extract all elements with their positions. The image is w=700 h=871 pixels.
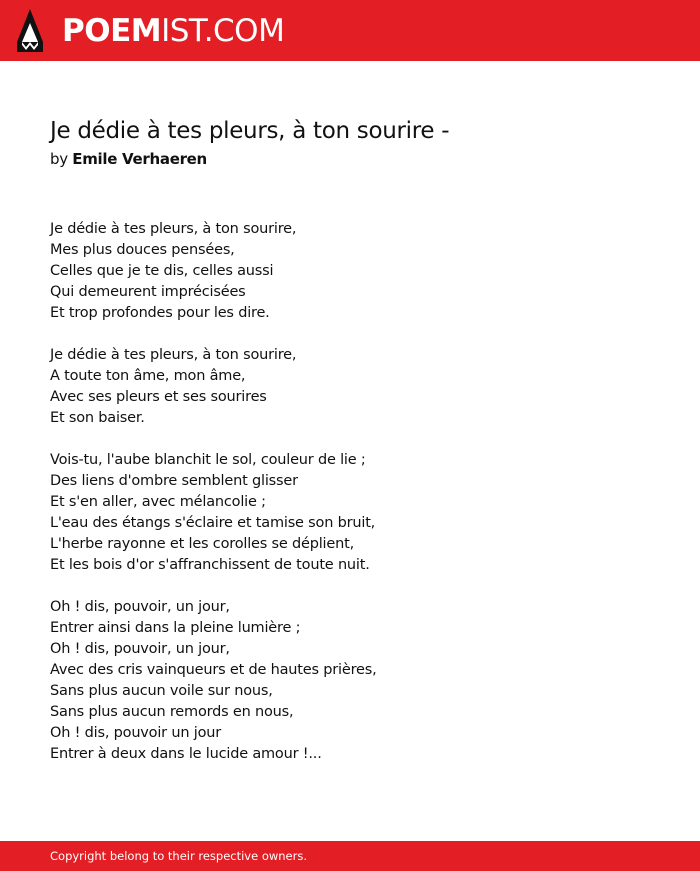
logo-text-bold: POEM bbox=[62, 13, 162, 49]
site-logo[interactable] bbox=[62, 13, 284, 49]
stanza bbox=[50, 219, 670, 324]
logo-text-light: IST.COM bbox=[161, 13, 285, 49]
poem-line: Oh ! dis, pouvoir, un jour, bbox=[50, 599, 230, 615]
poem-line: Et les bois d'or s'affranchissent de toute nuit. bbox=[50, 557, 370, 573]
poem-body bbox=[50, 219, 670, 786]
poem-line: L'herbe rayonne et les corolles se déplient, bbox=[50, 536, 354, 552]
poem-line: Qui demeurent imprécisées bbox=[50, 284, 246, 300]
poem-line: Sans plus aucun voile sur nous, bbox=[50, 683, 273, 699]
poem-line: Et s'en aller, avec mélancolie ; bbox=[50, 494, 266, 510]
poem-line: Des liens d'ombre semblent glisser bbox=[50, 473, 298, 489]
site-header bbox=[0, 0, 700, 61]
poem-line: Oh ! dis, pouvoir un jour bbox=[50, 725, 221, 741]
poem-line: Oh ! dis, pouvoir, un jour, bbox=[50, 641, 230, 657]
copyright-notice: Copyright belong to their respective owners. bbox=[50, 849, 308, 863]
poem-line: Et son baiser. bbox=[50, 410, 145, 426]
byline bbox=[50, 148, 207, 170]
poem-line: Je dédie à tes pleurs, à ton sourire, bbox=[50, 347, 297, 363]
poem-line: L'eau des étangs s'éclaire et tamise son bruit, bbox=[50, 515, 376, 531]
stanza bbox=[50, 597, 670, 765]
poem-line: Avec ses pleurs et ses sourires bbox=[50, 389, 267, 405]
byline-prefix: by bbox=[50, 150, 68, 168]
poem-line: Vois-tu, l'aube blanchit le sol, couleur de lie ; bbox=[50, 452, 366, 468]
site-footer bbox=[0, 841, 700, 871]
author-name: Emile Verhaeren bbox=[72, 150, 207, 168]
poem-title: Je dédie à tes pleurs, à ton sourire - bbox=[50, 118, 450, 144]
poem-line: Je dédie à tes pleurs, à ton sourire, bbox=[50, 221, 297, 237]
pencil-icon bbox=[17, 9, 43, 52]
poem-line: Avec des cris vainqueurs et de hautes prières, bbox=[50, 662, 377, 678]
stanza bbox=[50, 345, 670, 429]
poem-line: Entrer à deux dans le lucide amour !... bbox=[50, 746, 322, 762]
poem-line: Et trop profondes pour les dire. bbox=[50, 305, 270, 321]
poem-line: Celles que je te dis, celles aussi bbox=[50, 263, 274, 279]
poem-line: A toute ton âme, mon âme, bbox=[50, 368, 246, 384]
poem-line: Mes plus douces pensées, bbox=[50, 242, 235, 258]
poem-line: Entrer ainsi dans la pleine lumière ; bbox=[50, 620, 301, 636]
poem-line: Sans plus aucun remords en nous, bbox=[50, 704, 294, 720]
stanza bbox=[50, 450, 670, 576]
